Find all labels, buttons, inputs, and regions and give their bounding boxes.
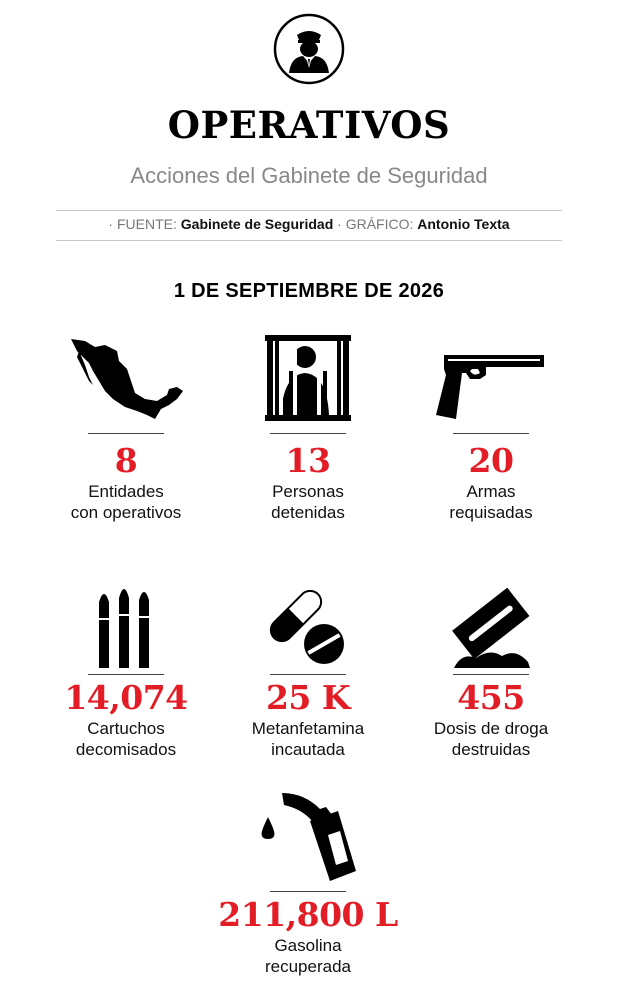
pistol-icon (436, 353, 546, 421)
top-divider (56, 210, 562, 211)
stat-value: 455 (457, 678, 525, 717)
report-date: 1 DE SEPTIEMBRE DE 2026 (173, 280, 445, 302)
bottom-divider (56, 240, 562, 241)
stat-label-line1: Personas (272, 482, 344, 501)
stat-label-line1: Cartuchos (87, 719, 165, 738)
stat-divider (88, 433, 164, 434)
credits-line (0, 216, 618, 232)
stat-value: 20 (468, 441, 514, 480)
graphic-value: Antonio Texta (417, 216, 510, 232)
page-subtitle: Acciones del Gabinete de Seguridad (130, 163, 488, 188)
stat-divider (453, 674, 529, 675)
stat-divider (270, 891, 346, 892)
stat-label-line2: incautada (271, 740, 345, 759)
stat-label-line2: con operativos (70, 503, 182, 522)
source-value: Gabinete de Seguridad (180, 216, 334, 232)
stat-value: 211,800 L (218, 895, 398, 934)
stat-gasolina (208, 787, 408, 987)
stat-label-line2: decomisados (75, 740, 177, 759)
pills-icon (266, 586, 350, 670)
stat-divider (270, 433, 346, 434)
stat-dosis (391, 580, 591, 770)
fuel-nozzle-icon (258, 787, 358, 881)
stat-value: 8 (114, 441, 138, 480)
stat-divider (453, 433, 529, 434)
stat-value: 13 (285, 441, 331, 480)
stat-value: 14,074 (64, 678, 188, 717)
stat-entidades (26, 335, 226, 525)
stat-label-line1: Dosis de droga (433, 719, 549, 738)
stat-metanfetamina (208, 580, 408, 770)
stat-label-line2: destruidas (451, 740, 531, 759)
stat-label-line1: Gasolina (274, 936, 342, 955)
mexico-map-icon (65, 335, 187, 425)
page-title: OPERATIVOS (167, 103, 451, 147)
stat-label-line1: Armas (466, 482, 516, 501)
razor-blade-drug-icon (450, 588, 532, 668)
bullets-icon (95, 580, 157, 668)
jailed-person-icon (265, 335, 351, 421)
stat-label-line2: detenidas (271, 503, 345, 522)
source-label: · FUENTE: (108, 216, 177, 232)
stat-label-line1: Entidades (88, 482, 164, 501)
stat-label-line1: Metanfetamina (251, 719, 365, 738)
stat-divider (88, 674, 164, 675)
stat-label-line2: recuperada (264, 957, 351, 976)
stat-divider (270, 674, 346, 675)
stat-personas (208, 335, 408, 525)
stat-cartuchos (26, 580, 226, 770)
police-officer-icon (273, 13, 345, 85)
graphic-label: · GRÁFICO: (337, 216, 414, 232)
stat-label-line2: requisadas (449, 503, 533, 522)
stat-value: 25 K (265, 678, 351, 717)
stat-armas (391, 335, 591, 525)
